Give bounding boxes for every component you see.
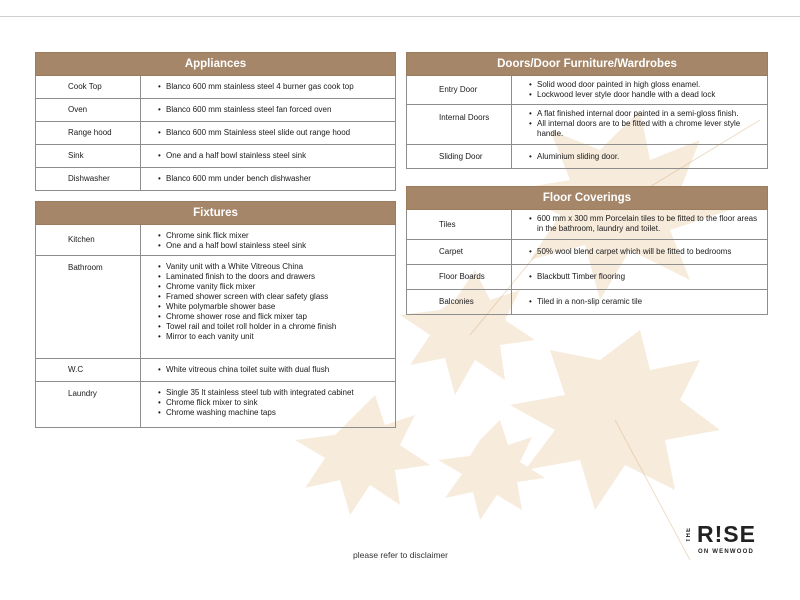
table-row xyxy=(407,105,768,145)
row-label: Floor Boards xyxy=(407,265,512,290)
table-row xyxy=(36,256,396,359)
logo-the-text: THE xyxy=(686,527,692,542)
list-item: • Chrome vanity flick mixer xyxy=(166,282,389,292)
row-label: Entry Door xyxy=(407,76,512,105)
row-label: Range hood xyxy=(36,122,141,145)
row-label: Balconies xyxy=(407,290,512,315)
row-label: Cook Top xyxy=(36,76,141,99)
row-label: Laundry xyxy=(36,382,141,428)
list-item: • All internal doors are to be fitted with a chrome lever style handle. xyxy=(537,119,761,139)
top-rule xyxy=(0,16,800,17)
list-item: • Chrome sink flick mixer xyxy=(166,231,389,241)
row-label: Dishwasher xyxy=(36,168,141,191)
list-item: • Lockwood lever style door handle with a dead lock xyxy=(537,90,761,100)
disclaimer-note: please refer to disclaimer xyxy=(353,550,448,560)
list-item: • One and a half bowl stainless steel sink xyxy=(166,151,389,161)
row-label: W.C xyxy=(36,359,141,382)
table-row xyxy=(407,265,768,290)
list-item: • Solid wood door painted in high gloss enamel. xyxy=(537,80,761,90)
list-item: • Tiled in a non-slip ceramic tile xyxy=(537,297,761,307)
fixtures-table xyxy=(35,201,396,428)
table-row xyxy=(407,210,768,240)
list-item: • Framed shower screen with clear safety glass xyxy=(166,292,389,302)
doors-table xyxy=(406,52,768,169)
list-item: • 50% wool blend carpet which will be fitted to bedrooms xyxy=(537,247,761,257)
list-item: • White polymarble shower base xyxy=(166,302,389,312)
list-item: • Towel rail and toilet roll holder in a chrome finish xyxy=(166,322,389,332)
row-label: Sink xyxy=(36,145,141,168)
list-item: • Blanco 600 mm under bench dishwasher xyxy=(166,174,389,184)
row-label: Internal Doors xyxy=(407,105,512,145)
list-item: • Chrome shower rose and flick mixer tap xyxy=(166,312,389,322)
logo-wordmark: R!SE xyxy=(697,521,756,547)
list-item: • Chrome washing machine taps xyxy=(166,408,389,418)
list-item: • White vitreous china toilet suite with dual flush xyxy=(166,365,389,375)
the-rise-logo xyxy=(686,521,766,564)
appliances-header: Appliances xyxy=(36,53,396,76)
list-item: • Single 35 lt stainless steel tub with integrated cabinet xyxy=(166,388,389,398)
row-label: Sliding Door xyxy=(407,145,512,169)
floor-header: Floor Coverings xyxy=(407,187,768,210)
list-item: • Aluminium sliding door. xyxy=(537,152,761,162)
table-row xyxy=(36,122,396,145)
list-item: • A flat finished internal door painted in a semi-gloss finish. xyxy=(537,109,761,119)
list-item: • Vanity unit with a White Vitreous China xyxy=(166,262,389,272)
table-row xyxy=(36,76,396,99)
table-row xyxy=(407,240,768,265)
floor-coverings-table xyxy=(406,186,768,315)
row-label: Bathroom xyxy=(36,256,141,359)
list-item: • Laminated finish to the doors and drawers xyxy=(166,272,389,282)
table-row xyxy=(407,145,768,169)
table-row xyxy=(36,225,396,256)
table-row xyxy=(407,76,768,105)
row-label: Kitchen xyxy=(36,225,141,256)
table-row xyxy=(36,168,396,191)
row-label: Carpet xyxy=(407,240,512,265)
doors-header: Doors/Door Furniture/Wardrobes xyxy=(407,53,768,76)
table-row xyxy=(407,290,768,315)
table-row xyxy=(36,359,396,382)
list-item: • One and a half bowl stainless steel sink xyxy=(166,241,389,251)
list-item: • Blanco 600 mm stainless steel fan forced oven xyxy=(166,105,389,115)
fixtures-header: Fixtures xyxy=(36,202,396,225)
table-row xyxy=(36,145,396,168)
table-row xyxy=(36,99,396,122)
row-label: Tiles xyxy=(407,210,512,240)
table-row xyxy=(36,382,396,428)
list-item: • 600 mm x 300 mm Porcelain tiles to be fitted to the floor areas in the bathroom, laundry and toilet. xyxy=(537,214,761,234)
list-item: • Mirror to each vanity unit xyxy=(166,332,389,342)
list-item: • Blanco 600 mm stainless steel 4 burner gas cook top xyxy=(166,82,389,92)
list-item: • Chrome flick mixer to sink xyxy=(166,398,389,408)
list-item: • Blackbutt Timber flooring xyxy=(537,272,761,282)
row-label: Oven xyxy=(36,99,141,122)
list-item: • Blanco 600 mm Stainless steel slide out range hood xyxy=(166,128,389,138)
logo-subtitle: ON WENWOOD xyxy=(698,549,754,555)
appliances-table xyxy=(35,52,396,191)
